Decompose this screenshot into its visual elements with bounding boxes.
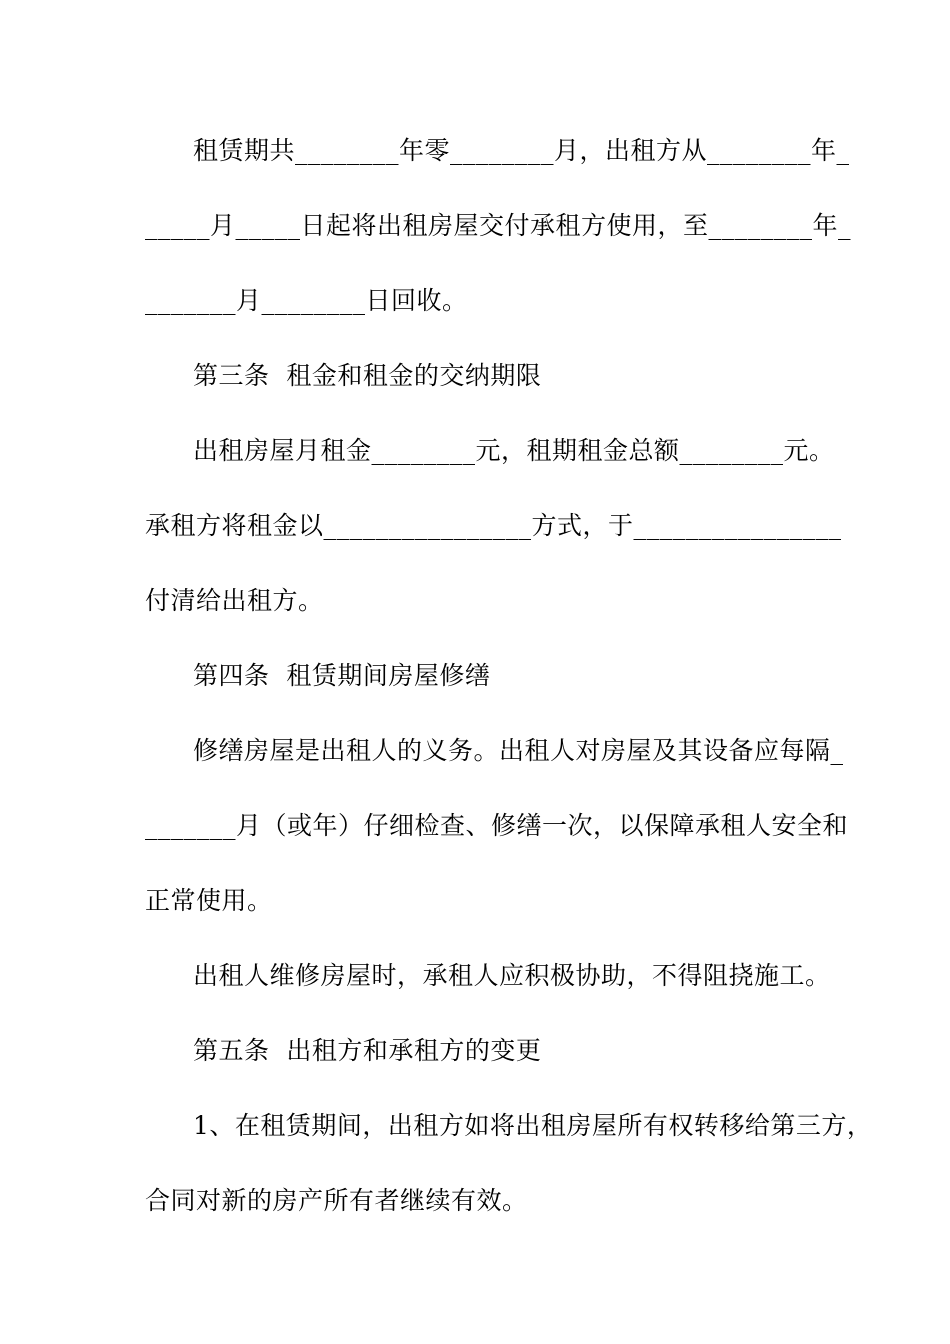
paragraph-line: 出租房屋月租金________元，租期租金总额________元。 <box>193 436 835 465</box>
paragraph-line: 租赁期共________年零________月，出租方从________年_ <box>193 136 850 165</box>
paragraph-line: 修缮房屋是出租人的义务。出租人对房屋及其设备应每隔_ <box>193 736 844 765</box>
paragraph-line: _______月（或年）仔细检查、修缮一次，以保障承租人安全和 <box>145 811 849 840</box>
paragraph-line: 1、在租赁期间，出租方如将出租房屋所有权转移给第三方， <box>193 1111 873 1140</box>
paragraph-line: _______月________日回收。 <box>145 286 468 315</box>
article-heading: 第四条 租赁期间房屋修缮 <box>193 661 491 690</box>
paragraph-line: _____月_____日起将出租房屋交付承租方使用，至________年_ <box>145 211 852 240</box>
paragraph-line: 付清给出租方。 <box>145 586 324 615</box>
paragraph-line: 正常使用。 <box>145 886 273 915</box>
paragraph-line: 合同对新的房产所有者继续有效。 <box>145 1186 528 1215</box>
article-heading: 第五条 出租方和承租方的变更 <box>193 1036 542 1065</box>
paragraph-line: 出租人维修房屋时，承租人应积极协助，不得阻挠施工。 <box>193 961 831 990</box>
paragraph-line: 承租方将租金以________________方式，于________________ <box>145 511 842 540</box>
article-heading: 第三条 租金和租金的交纳期限 <box>193 361 542 390</box>
